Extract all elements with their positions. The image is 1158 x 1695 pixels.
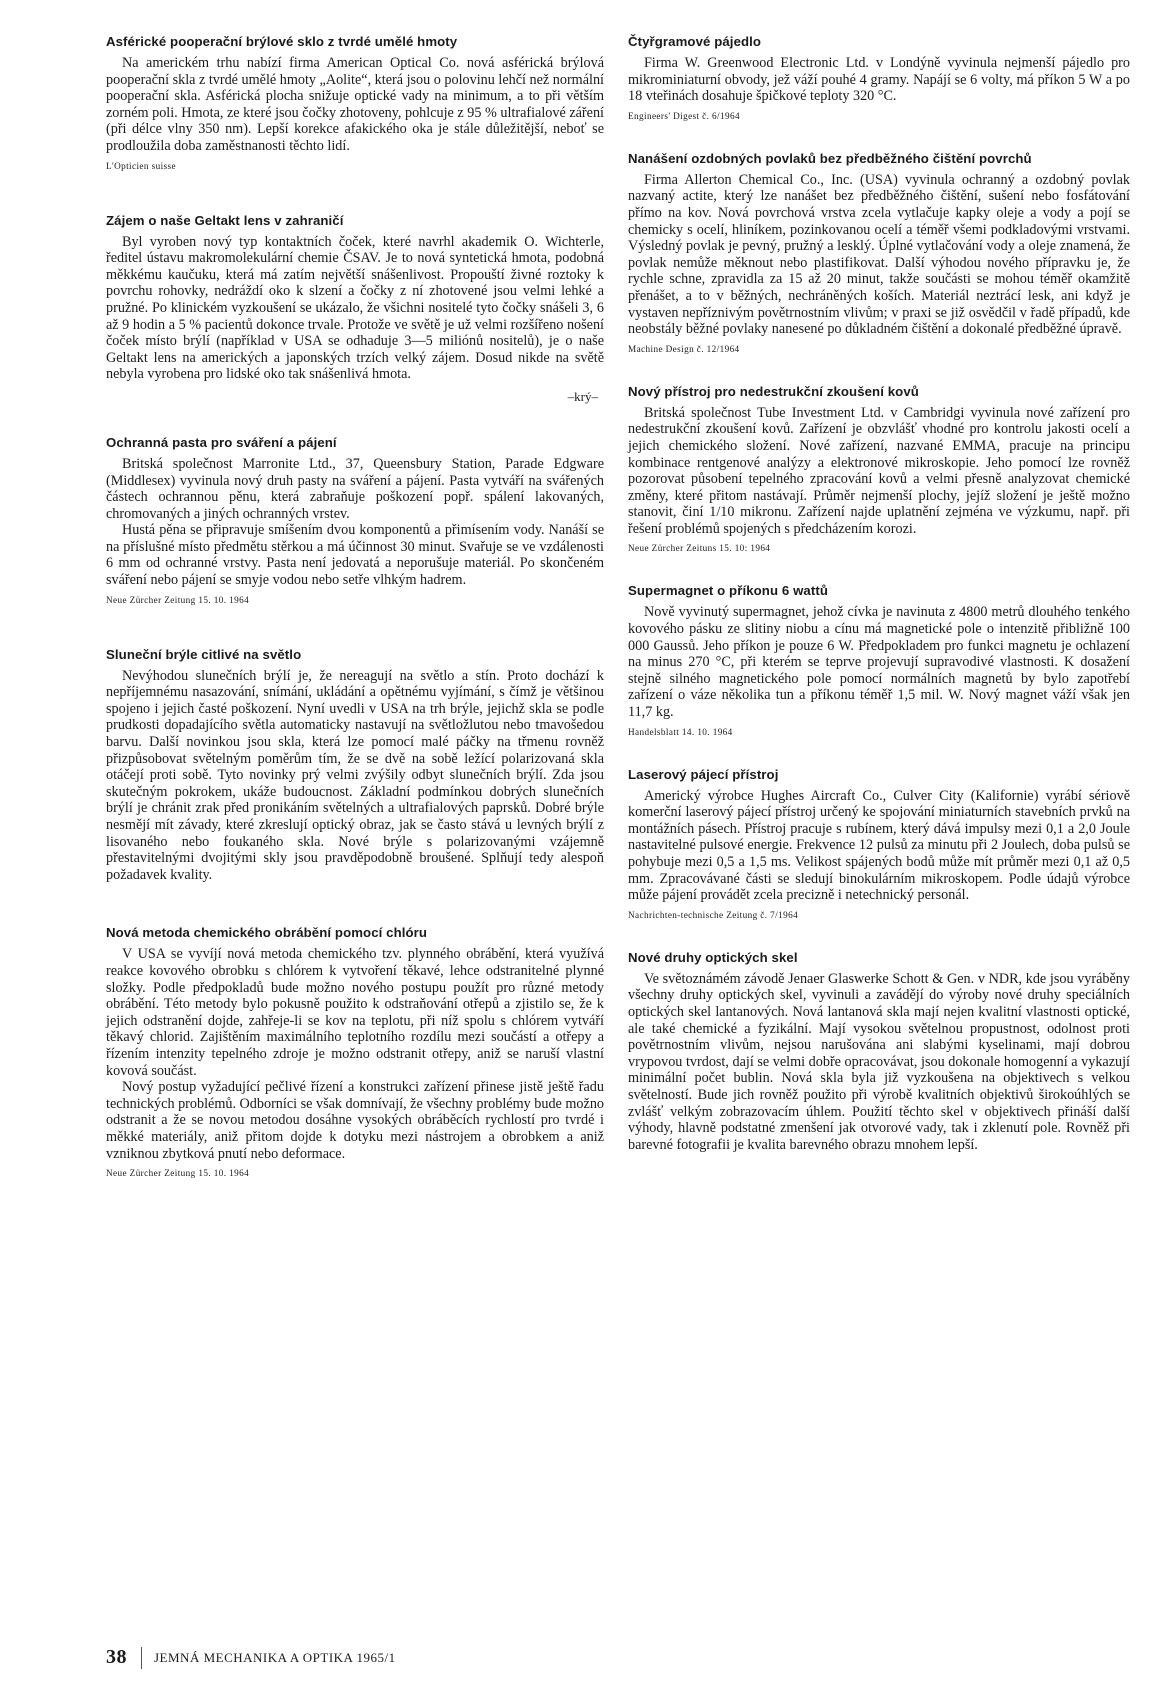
- article-welding-paste: [106, 435, 604, 605]
- article-sunglasses: [106, 647, 604, 884]
- article-nondestructive-testing: [628, 384, 1130, 554]
- article-paragraph: Americký výrobce Hughes Aircraft Co., Culver City (Kalifornie) vyrábí sériově komerční laserový pájecí přístroj určený ke spojování miniaturních stavebních prvků na montážních pásech. Přístroj pracuje s rubínem, který dává impulsy mezi 0,1 a 2,0 Joule nastavitelné pulsové energie. Frekvence 12 pulsů za minutu při 2 Joulech, doba pulsů se pohybuje mezi 0,5 a 1,5 ms. Velikost spájených bodů může mít průměr mezi 0,1 až 0,5 mm. Zpracovávané části se sledují binokulárním mikroskopem. Podle údajů výrobce může pájení provádět zcela precizně i netechnický personál.: [628, 787, 1130, 904]
- article-soldering-iron: [628, 34, 1130, 121]
- article-title: Laserový pájecí přístroj: [628, 766, 779, 782]
- article-source: Neue Zürcher Zeitung 15. 10. 1964: [106, 1168, 250, 1179]
- article-title: Asférické pooperační brýlové sklo z tvrdé umělé hmoty: [106, 34, 458, 49]
- page-footer: [106, 1646, 396, 1669]
- article-source: Engineers' Digest č. 6/1964: [628, 110, 740, 121]
- article-title: Nový přístroj pro nedestrukční zkoušení kovů: [628, 383, 919, 399]
- article-paragraph: Na americkém trhu nabízí firma American Optical Co. nová asférická brýlová pooperační skla z tvrdé umělé hmoty „Aolite“, která jsou o polovinu lehčí než normální pooperační skla. Asférická plocha snižuje optické vady na minimum, a to při větším zorném poli. Hmota, ze které jsou čočky zhotoveny, pohlcuje z 95 % ultrafialové záření (při délce vlny 350 nm). Lepší korekce afakického oka je stále důležitější, neboť se prodloužila doba zaměstnanosti těchto lidí.: [106, 55, 604, 154]
- article-source: Machine Design č. 12/1964: [628, 343, 740, 354]
- article-paragraph: Byl vyroben nový typ kontaktních čoček, které navrhl akademik O. Wichterle, ředitel ústavu makromolekulární chemie ČSAV. Je to nová syntetická hmota, podobná měkkému kaučuku, která má zatím největší snášenlivost. Propouští živné roztoky k povrchu rohovky, nedráždí oko k slzení a čočky z ní zhotovené jsou velmi lehké a pružné. Po klinickém vyzkoušení se ukázalo, že všichni nositelé tyto čočky snášeli 3, 6 až 9 hodin a 5 % pacientů dokonce trvale. Protože ve světě je už velmi rozšířeno nošení čoček místo brýlí (například v USA se odhaduje 3—5 miliónů nositelů), je o naše Geltakt lens na amerických a japonských trzích velký zájem. Dosud nikde na světě nebyla vyrobena pro lidské oko tak snášenlivá hmota.: [106, 233, 604, 383]
- article-signature: –krý–: [567, 388, 598, 404]
- article-paragraph: Britská společnost Marronite Ltd., 37, Queensbury Station, Parade Edgware (Middlesex) vyvinula nový druh pasty na sváření a pájení. Pasta vytváří na svářených částech ochrannou pěnu, která zabraňuje poškození popř. spálení lakovaných, chromovaných a jiných ochranných vrstev.: [106, 455, 604, 522]
- article-title: Čtyřgramové pájedlo: [628, 34, 762, 49]
- article-title: Supermagnet o příkonu 6 wattů: [628, 583, 828, 599]
- article-laser-soldering: [628, 767, 1130, 920]
- article-title: Nová metoda chemického obrábění pomocí chlóru: [106, 925, 428, 941]
- article-supermagnet: [628, 583, 1130, 736]
- footer-divider: [141, 1647, 142, 1669]
- article-paragraph: Britská společnost Tube Investment Ltd. v Cambridgi vyvinula nové zařízení pro nedestrukční zkoušení kovů. Zařízení je obzvlášť vhodné pro kontrolu jakosti ocelí a jejich chemického složení. Nové zařízení, nazvané EMMA, pracuje na principu kombinace rentgenové analýzy a elektronové mikroskopie. Jeho pomocí lze rovněž pozorovat působení tepelného zpracování kovů a velmi přesně analyzovat chemické změny, které přitom nastávají. Průměr nejmenší plochy, jejíž složení je ještě možno stanovit, činí 1/10 mikronu. Zařízení najde uplatnění zejména ve výzkumu, např. při řešení problémů spojených s předcházením korozi.: [628, 404, 1130, 537]
- article-paragraph: V USA se vyvíjí nová metoda chemického tzv. plynného obrábění, která využívá reakce kovového obrobku s chlórem k vytvoření těkavé, lehce odstranitelné plynné složky. Podle předpokladů bude možno nového postupu použít pro různé metody obrábění. Této metody bylo pokusně použito k odstraňování otřepů a zjistilo se, že k jejich odstranění dojde, zahřeje-li se kov na teplotu, při níž spolu s chlórem vytváří těkavý chlorid. Zajištěním maximálního teplotního rozdílu mezi součástí a otřepy a řízením intenzity tepelného zdroje je možno odstranit otřepy, aniž se naruší vlastní kovová součást.: [106, 946, 604, 1079]
- article-source: Neue Zürcher Zeituns 15. 10: 1964: [628, 543, 771, 554]
- article-title: Ochranná pasta pro sváření a pájení: [106, 434, 337, 450]
- article-paragraph: Nově vyvinutý supermagnet, jehož cívka je navinuta z 4800 metrů dlouhého tenkého kovového pásku ze slitiny niobu a cínu má magnetické pole o intenzitě přibližně 100 000 Gaussů. Jeho příkon je pouze 6 W. Předpokladem pro funkci magnetu je ochlazení na minus 270 °C, při kterém se teprve projevují supravodivé vlastnosti. K dosažení stejně silného magnetického pole pomocí normálních magnetů by bylo zapotřebí zařízení o váze několika tun a příkonu téměř 1,5 mil. W. Nový magnet váží však jen 11,7 kg.: [628, 604, 1130, 721]
- article-paragraph: Hustá pěna se připravuje smíšením dvou komponentů a přimísením vody. Nanáší se na příslušné místo předmětu stěrkou a má účinnost 30 minut. Svařuje se ve vzdálenosti 6 mm od ochranné vrstvy. Pasta není jedovatá a neporušuje materiál. Po skončeném sváření nebo pájení se smyje vodou nebo setře vlhkým hadrem.: [106, 522, 604, 589]
- article-title: Nanášení ozdobných povlaků bez předběžného čištění povrchů: [628, 150, 1032, 166]
- article-title: Zájem o naše Geltakt lens v zahraničí: [106, 212, 344, 228]
- article-decorative-coatings: [628, 151, 1130, 354]
- article-geltakt-lens: [106, 213, 604, 405]
- article-title: Nové druhy optických skel: [628, 949, 798, 965]
- article-paragraph: Firma W. Greenwood Electronic Ltd. v Londýně vyvinula nejmenší pájedlo pro mikrominiaturní obvody, jež váží pouhé 4 gramy. Napájí se 6 volty, má příkon 5 W a po 18 vteřinách dosahuje špičkové teploty 320 °C.: [628, 55, 1130, 105]
- page-number: 38: [106, 1646, 127, 1668]
- article-paragraph: Ve světoznámém závodě Jenaer Glaswerke Schott & Gen. v NDR, kde jsou vyráběny všechny druhy optických skel, vyvinuli a zavádějí do výroby nové druhy speciálních optických skel lantanových. Nová lantanová skla mají nejen kvalitní vlastnosti optické, ale také chemické a fyzikální. Mají vysokou světelnou propustnost, odolnost proti povětrnostním vlivům, nejsou narušována ani slabými kyselinami, mají dobrou vrypovou tvrdost, dají se velmi dobře opracovávat, jsou dokonale homogenní a vykazují minimální počet bublin. Nová skla byla již vyzkoušena na objektivech s velkou světelností. Bude jich rovněž použito při výrobě kvalitních objektivů širokoúhlých se zvlášť velkým zobrazovacím úhlem. Použití těchto skel v objektivech přináší další výhody, hlavně podstatné zmenšení jak otvorové vady, tak i zklenutí pole. Rovněž při barevné fotografii je kvalita barevného obrazu mnohem lepší.: [628, 970, 1130, 1153]
- article-paragraph: Nevýhodou slunečních brýlí je, že nereagují na světlo a stín. Proto dochází k nepříjemnému nasazování, snímání, ukládání a opětnému vyjímání, s čímž je většinou spojeno i jejich časté poškození. Nyní uvedli v USA na trh brýle, jejichž skla se podle prudkosti dopadajícího světla automaticky nastavují na světložlutou nebo tmavošedou barvu. Další novinkou jsou skla, která lze pomocí malé páčky na třmenu rovněž přizpůsobovat světelným poměrům tím, že se dvě na sobě ležící polarizovaná skla otáčejí proti sobě. Tyto novinky prý velmi zvýšily odbyt slunečních brýlí. Zda jsou skutečným pokrokem, ukáže budoucnost. Základní podmínkou dobrých slunečních brýlí je chránit zrak před pronikáním světelných a ultrafialových paprsků. Dobré brýle nesmějí mít závady, které zkreslují optický obraz, jak se často stává u levných brýlí z lisovaného nebo foukaného skla. Nové brýle s polarizovanými vzájemně přestavitelnými dvojitými skly jsou pravděpodobně broušené. Splňují tedy alespoň požadavek kvality.: [106, 667, 604, 883]
- article-optical-glass: [628, 950, 1130, 1154]
- article-paragraph: Firma Allerton Chemical Co., Inc. (USA) vyvinula ochranný a ozdobný povlak nazvaný actite, který lze nanášet bez předběžného čištění, sušení nebo fosfátování přímo na kov. Nová povrchová vrstva zcela vytlačuje kapky oleje a vody a pojí se chemicky s ocelí, hliníkem, pozinkovanou ocelí a téměř všemi podkladovými vrstvami. Výsledný povlak je pevný, pružný a lesklý. Úplné vytlačování vody a oleje znamená, že povlak nemůže měknout nebo plastifikovat. Další výhodou nového přípravku je, že rychle schne, zpravidla za 15 až 20 minut, takže součásti se mohou téměř okamžitě přenášet, a to v běžných, nechráněných koších. Materiál neztrácí lesk, ani když je vystaven nepříznivým povětrnostním vlivům; v praxi se již osvědčil v řadě případů, kde neobstály běžné povlaky nanesené po důkladném čištění a dokonalé předběžné úpravě.: [628, 171, 1130, 338]
- right-column: [628, 34, 1130, 1153]
- article-paragraph: Nový postup vyžadující pečlivé řízení a konstrukci zařízení přinese jistě ještě řadu technických problémů. Odborníci se však domnívají, že všechny problémy bude možno odstranit a že se novou metodou dosáhne vysokých obráběcích rychlostí pro tvrdé i měkké materiály, aniž přitom dojde k dotyku mezi nástrojem a obrobkem a aniž vzniknou zbytková pnutí nebo deformace.: [106, 1079, 605, 1162]
- article-source: L'Opticien suisse: [106, 160, 176, 171]
- article-source: Handelsblatt 14. 10. 1964: [628, 726, 733, 737]
- article-chemical-machining: [106, 925, 604, 1178]
- article-source: Neue Zürcher Zeitung 15. 10. 1964: [106, 594, 250, 605]
- article-title: Sluneční brýle citlivé na světlo: [106, 646, 302, 662]
- article-aspheric-glass: [106, 34, 604, 171]
- article-source: Nachrichten-technische Zeitung č. 7/1964: [628, 909, 799, 920]
- left-column: [106, 34, 604, 1178]
- journal-title: JEMNÁ MECHANIKA A OPTIKA 1965/1: [154, 1649, 396, 1665]
